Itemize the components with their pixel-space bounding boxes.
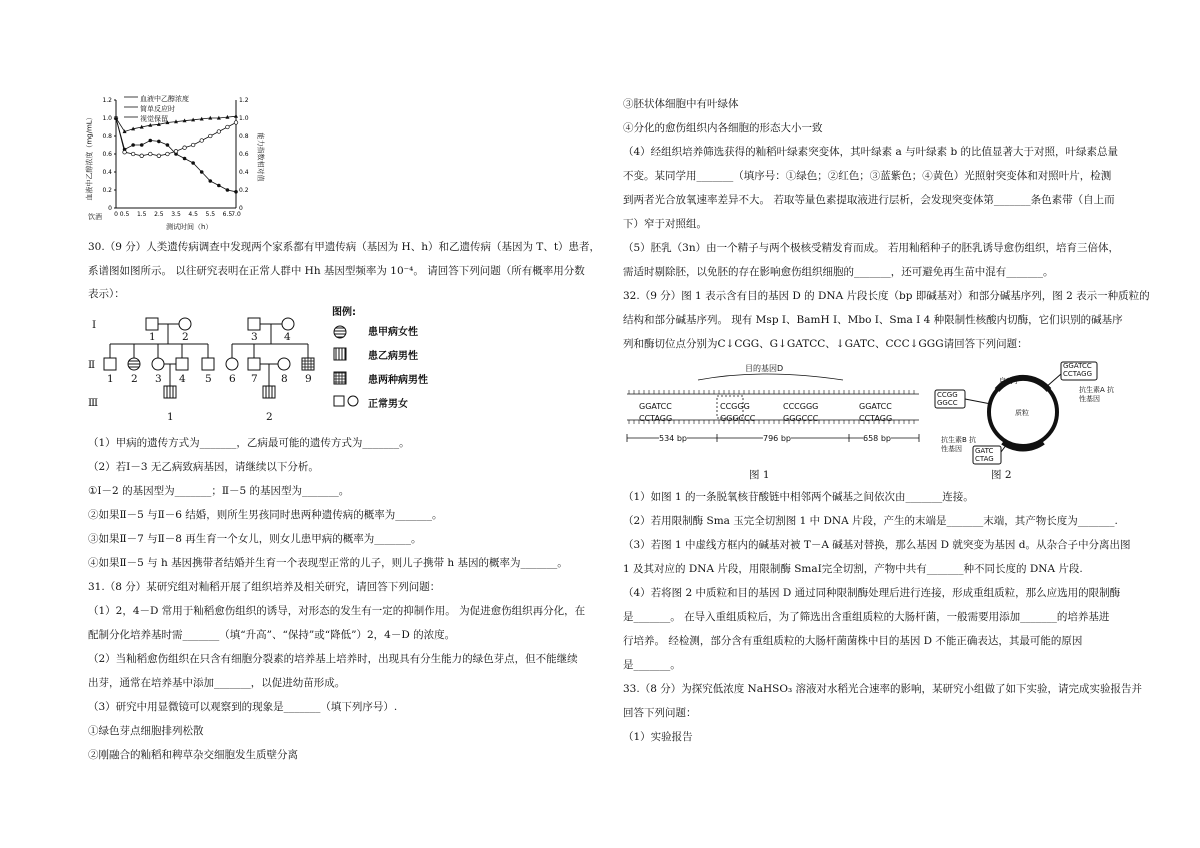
fig1-seq-top-3: CCCGGG xyxy=(783,402,819,411)
pedigree-legend-symbols xyxy=(332,324,362,412)
q30-line-3: 表示）： xyxy=(88,288,125,300)
fig1-seq-top-2: CCGGG xyxy=(720,402,750,411)
pedigree-II5 xyxy=(202,358,214,370)
q30-sub-3: ①Ⅰ－2 的基因型为_______；Ⅱ－5 的基因型为_______。 xyxy=(88,485,350,497)
chart-xtick-label: 2.5 xyxy=(154,211,164,218)
fig1-len-1: 534 bp xyxy=(659,432,687,446)
fig2-plasmid: 质粒 xyxy=(1015,409,1029,417)
q32-sub-4: 1 及其对应的 DNA 片段，用限制酶 SmaⅠ完全切割，产物中共有_______种不同长度的 DNA 片段. xyxy=(623,563,1083,575)
fig2-seqA: GGATCC CCTAGG xyxy=(1063,362,1093,378)
fig2-resB: 抗生素B 抗性基因 xyxy=(941,436,977,453)
fig1-len-3: 658 bp xyxy=(863,432,891,446)
q31-line-4: （2）当籼稻愈伤组织在只含有细胞分裂素的培养基上培养时，出现具有分生能力的绿色芽点，但不能继续 xyxy=(88,653,578,665)
pedigree-num-I3: 3 xyxy=(251,331,258,343)
pedigree-II1 xyxy=(104,358,116,370)
q30-sub-5: ③如果Ⅱ－7 与Ⅱ－8 再生育一个女儿，则女儿患甲病的概率为_______。 xyxy=(88,533,422,545)
chart-axes xyxy=(102,97,248,218)
chart-ylabel-left: 血液中乙醇浓度（mg/mL） xyxy=(85,113,94,201)
q32-sub-8: 是_______。 xyxy=(623,659,681,671)
chart-x-prefix: 饮酒 xyxy=(88,213,102,221)
q32-line-2: 结构和部分碱基序列。 现有 Msp Ⅰ、BamH Ⅰ、Mbo Ⅰ、Sma Ⅰ 4 种限制性核酸内切酶，它们识别的碱基序 xyxy=(623,314,1123,326)
chart-point xyxy=(234,190,238,194)
chart-point xyxy=(131,152,135,156)
pedigree-num-II8: 8 xyxy=(281,373,288,385)
q31-line-1: 31.（8 分）某研究组对籼稻开展了组织培养及相关研究，请回答下列问题： xyxy=(88,581,441,593)
chart-xtick-label: 5.5 xyxy=(205,211,216,218)
q31-line-8: ②刚融合的籼稻和稗草杂交细胞发生质壁分离 xyxy=(88,749,298,761)
chart-point xyxy=(148,152,152,156)
fig1-caption: 图 1 xyxy=(749,469,770,481)
chart-xtick-label: 6.5 xyxy=(222,211,233,218)
q32-sub-7: 行培养。 经检测，部分含有重组质粒的大肠杆菌菌株中目的基因 D 不能正确表达，其最可能的原因 xyxy=(623,635,1083,647)
q30-sub-6: ④如果Ⅱ－5 与 h 基因携带者结婚并生育一个表现型正常的儿子，则儿子携带 h 基因的概率为_______。 xyxy=(88,557,568,569)
chart-point xyxy=(226,125,230,129)
right-line-8: 需适时剔除胚，以免胚的存在影响愈伤组织细胞的_______，还可避免再生苗中混有_______。 xyxy=(623,266,1054,278)
pedigree-num-II1: 1 xyxy=(107,373,114,385)
right-line-1: ③胚状体细胞中有叶绿体 xyxy=(623,98,739,110)
chart-point xyxy=(234,121,238,125)
pedigree-num-II3: 3 xyxy=(155,373,162,385)
fig2-promoter: 启动子 xyxy=(999,377,1020,385)
chart-point xyxy=(131,143,135,147)
q32-sub-6: 是_______。 在导入重组质粒后，为了筛选出含重组质粒的大肠杆菌，一般需要用添加_______的培养基进 xyxy=(623,611,1110,623)
pedigree-num-I2: 2 xyxy=(182,331,189,343)
pedigree-II2 xyxy=(128,358,140,370)
pedigree-III2 xyxy=(263,386,275,398)
chart-series xyxy=(114,97,238,194)
pedigree-II4 xyxy=(176,358,188,370)
chart-point xyxy=(140,143,144,147)
q30-line-2: 系谱图如图所示。 以往研究表明在正常人群中 Hh 基因型频率为 10⁻⁴。 请回答下列问题（所有概率用分数 xyxy=(88,265,585,277)
pedigree-num-III2: 2 xyxy=(266,411,273,423)
chart-ylabel-right: 能力指数相对值 xyxy=(256,132,265,182)
q30-sub-4: ②如果Ⅱ－5 与Ⅱ－6 结婚，则所生男孩同时患两种遗传病的概率为_______。 xyxy=(88,509,443,521)
chart-xtick-label: 0 xyxy=(114,211,118,218)
q32-sub-5: （4）若将图 2 中质粒和目的基因 D 通过同种限制酶处理后进行连接，形成重组质粒，那么应选用的限制酶 xyxy=(623,587,1121,599)
fig1-seq-bot-4: CCTAGG xyxy=(859,414,893,423)
chart-ytick-label-right: 0.2 xyxy=(239,187,249,194)
q33-line-2: 回答下列问题： xyxy=(623,707,697,719)
chart-ytick-label-left: 0.6 xyxy=(102,151,112,158)
pedigree-II8 xyxy=(278,358,290,370)
chart-point xyxy=(191,143,195,147)
q32-sub-3: （3）若图 1 中虚线方框内的碱基对被 T－A 碱基对替换，那么基因 D 就突变为基因 d。从杂合子中分离出图 xyxy=(623,539,1131,551)
fig1-seq-top-4: GGATCC xyxy=(859,402,892,411)
pedigree-gen-II: Ⅱ xyxy=(88,359,96,371)
fig2-caption: 图 2 xyxy=(991,469,1012,481)
pedigree-legend-1: 患甲病女性 xyxy=(368,327,418,338)
chart-point xyxy=(217,130,221,134)
chart-point xyxy=(157,140,161,144)
chart-point xyxy=(191,161,195,165)
pedigree-I2 xyxy=(179,318,191,330)
chart-legend-1: 血液中乙醇浓度 xyxy=(140,95,189,103)
chart-ytick-label-right: 0.6 xyxy=(239,151,249,158)
q31-line-3: 配制分化培养基时需_______（填“升高”、“保持”或“降低”）2，4－D 的浓度。 xyxy=(88,629,456,641)
pedigree-legend-4: 正常男女 xyxy=(368,399,408,410)
fig1-len-2: 796 bp xyxy=(763,432,791,446)
chart-point xyxy=(183,157,187,161)
chart-ytick-label-left: 0.2 xyxy=(102,187,112,194)
chart-xtick-label: 7.0 xyxy=(231,211,241,218)
chart-point xyxy=(123,150,127,154)
chart-point xyxy=(148,139,152,143)
pedigree-III1 xyxy=(164,386,176,398)
chart-point xyxy=(183,146,187,150)
chart-point xyxy=(140,154,144,158)
chart-xlabel: 测试时间（h） xyxy=(166,223,213,231)
chart-point xyxy=(157,154,161,158)
right-line-7: （5）胚乳（3n）由一个精子与两个极核受精发育而成。 若用籼稻种子的胚乳诱导愈伤组织，培育三倍体， xyxy=(623,242,1119,254)
chart-ytick-label-left: 1.0 xyxy=(102,115,112,122)
chart-point xyxy=(174,150,178,154)
chart-ytick-label-left: 0.8 xyxy=(102,133,112,140)
pedigree-I3 xyxy=(248,318,260,330)
q33-line-1: 33.（8 分）为探究低浓度 NaHSO₃ 溶液对水稻光合速率的影响，某研究小组做了如下实验，请完成实验报告并 xyxy=(623,683,1143,695)
chart-legend-2: 简单反应时 xyxy=(140,105,175,113)
pedigree-II7 xyxy=(248,358,260,370)
chart-xtick-label: 1.5 xyxy=(136,211,147,218)
pedigree-II9 xyxy=(302,358,314,370)
fig1-title: 目的基因D xyxy=(745,364,784,373)
chart-xtick-label: 4.5 xyxy=(188,211,198,218)
q32-sub-1: （1）如图 1 的一条脱氧核苷酸链中相邻两个碱基之间依次由_______连接。 xyxy=(623,491,974,503)
pedigree-diagram xyxy=(88,306,328,418)
chart-ytick-label-right: 0.8 xyxy=(239,133,249,140)
chart-point xyxy=(200,170,204,174)
chart-ytick-label-right: 0.4 xyxy=(239,169,249,176)
fig2-seqB: CCGG GGCC xyxy=(937,391,958,407)
chart-xtick-label: 3.5 xyxy=(171,211,181,218)
pedigree-num-II6: 6 xyxy=(229,373,236,385)
right-line-4: 不变。某同学用_______（填序号：①绿色；②红色；③蓝紫色；④黄色）光照射突变体和对照叶片，检测 xyxy=(623,170,1112,182)
chart-ytick-label-left: 0.4 xyxy=(102,169,112,176)
chart-point xyxy=(208,179,212,183)
right-line-3: （4）经组织培养筛选获得的籼稻叶绿素突变体，其叶绿素 a 与叶绿素 b 的比值显著大于对照，叶绿素总量 xyxy=(623,146,1119,158)
q33-line-3: （1）实验报告 xyxy=(623,731,693,743)
fig1-seq-bot-3: GGGCCC xyxy=(783,414,819,423)
fig1-seq-top-1: GGATCC xyxy=(639,402,672,411)
chart-point xyxy=(226,188,230,192)
pedigree-gen-III: Ⅲ xyxy=(88,397,99,409)
chart-legend-3: 视觉保留 xyxy=(140,115,168,123)
pedigree-gen-I: Ⅰ xyxy=(92,319,97,331)
pedigree-I4 xyxy=(282,318,294,330)
pedigree-II3 xyxy=(152,358,164,370)
chart-point xyxy=(166,152,170,156)
q32-sub-2: （2）若用限制酶 Sma 玉完全切割图 1 中 DNA 片段，产生的末端是_______末端，其产物长度为_______. xyxy=(623,515,1118,527)
pedigree-num-II5: 5 xyxy=(205,373,212,385)
q31-line-2: （1）2，4－D 常用于籼稻愈伤组织的诱导，对形态的发生有一定的抑制作用。 为促进愈伤组织再分化，在 xyxy=(88,605,586,617)
q32-line-3: 列和酶切位点分别为C↓CGG、G↓GATCC、↓GATC、CCC↓GGG请回答下列问题： xyxy=(623,338,1028,350)
q31-line-6: （3）研究中用显微镜可以观察到的现象是_______（填下列序号）. xyxy=(88,701,398,713)
pedigree-num-III1: 1 xyxy=(167,411,174,423)
chart-point xyxy=(234,114,238,118)
pedigree-num-II9: 9 xyxy=(305,373,312,385)
chart-point xyxy=(200,139,204,143)
fig2-seqC: GATC CTAG xyxy=(975,447,994,463)
chart-ytick-label-right: 0 xyxy=(239,205,243,212)
fig1-seq-bot-2: GGGCCC xyxy=(720,414,756,423)
pedigree-num-I4: 4 xyxy=(284,331,291,343)
right-line-2: ④分化的愈伤组织内各细胞的形态大小一致 xyxy=(623,122,823,134)
chart-point xyxy=(217,184,221,188)
chart-ytick-label-right: 1.2 xyxy=(239,97,249,104)
pedigree-num-II2: 2 xyxy=(131,373,138,385)
q31-line-5: 出芽，通常在培养基中添加_______，以促进幼苗形成。 xyxy=(88,677,346,689)
fig1-seq-bot-1: CCTAGG xyxy=(639,414,673,423)
q30-line-1: 30.（9 分）人类遗传病调查中发现两个家系都有甲遗传病（基因为 H、h）和乙遗传病（基因为 T、t）患者， xyxy=(88,241,601,253)
q30-sub-1: （1）甲病的遗传方式为_______，乙病最可能的遗传方式为_______。 xyxy=(88,437,410,449)
pedigree-I1 xyxy=(146,318,158,330)
q31-line-7: ①绿色芽点细胞排列松散 xyxy=(88,725,204,737)
chart-xtick-label: 0.5 xyxy=(119,211,130,218)
pedigree-num-I1: 1 xyxy=(149,331,156,343)
chart-ytick-label-right: 1.0 xyxy=(239,115,249,122)
pedigree-legend-2: 患乙病男性 xyxy=(368,351,418,362)
pedigree-num-II4: 4 xyxy=(179,373,186,385)
pedigree-num-II7: 7 xyxy=(251,373,258,385)
pedigree-legend-3: 患两种病男性 xyxy=(368,375,428,386)
pedigree-legend-title: 图例: xyxy=(332,307,356,318)
pedigree-II6 xyxy=(226,358,238,370)
chart-ytick-label-left: 1.2 xyxy=(102,97,112,104)
chart-point xyxy=(166,143,170,147)
chart-point xyxy=(208,134,212,138)
right-line-5: 到两者光合放氧速率差异不大。 若取等量色素提取液进行层析，会发现突变体第_______条色素带（自上而 xyxy=(623,194,1115,206)
chart-ytick-label-left: 0 xyxy=(108,205,112,212)
q30-sub-2: （2）若Ⅰ－3 无乙病致病基因，请继续以下分析。 xyxy=(88,461,319,473)
fig2-resA: 抗生素A 抗性基因 xyxy=(1079,386,1115,403)
right-line-6: 下）窄于对照组。 xyxy=(623,218,707,230)
q32-line-1: 32.（9 分）图 1 表示含有目的基因 D 的 DNA 片段长度（bp 即碱基对）和部分碱基序列，图 2 表示一种质粒的 xyxy=(623,290,1150,302)
